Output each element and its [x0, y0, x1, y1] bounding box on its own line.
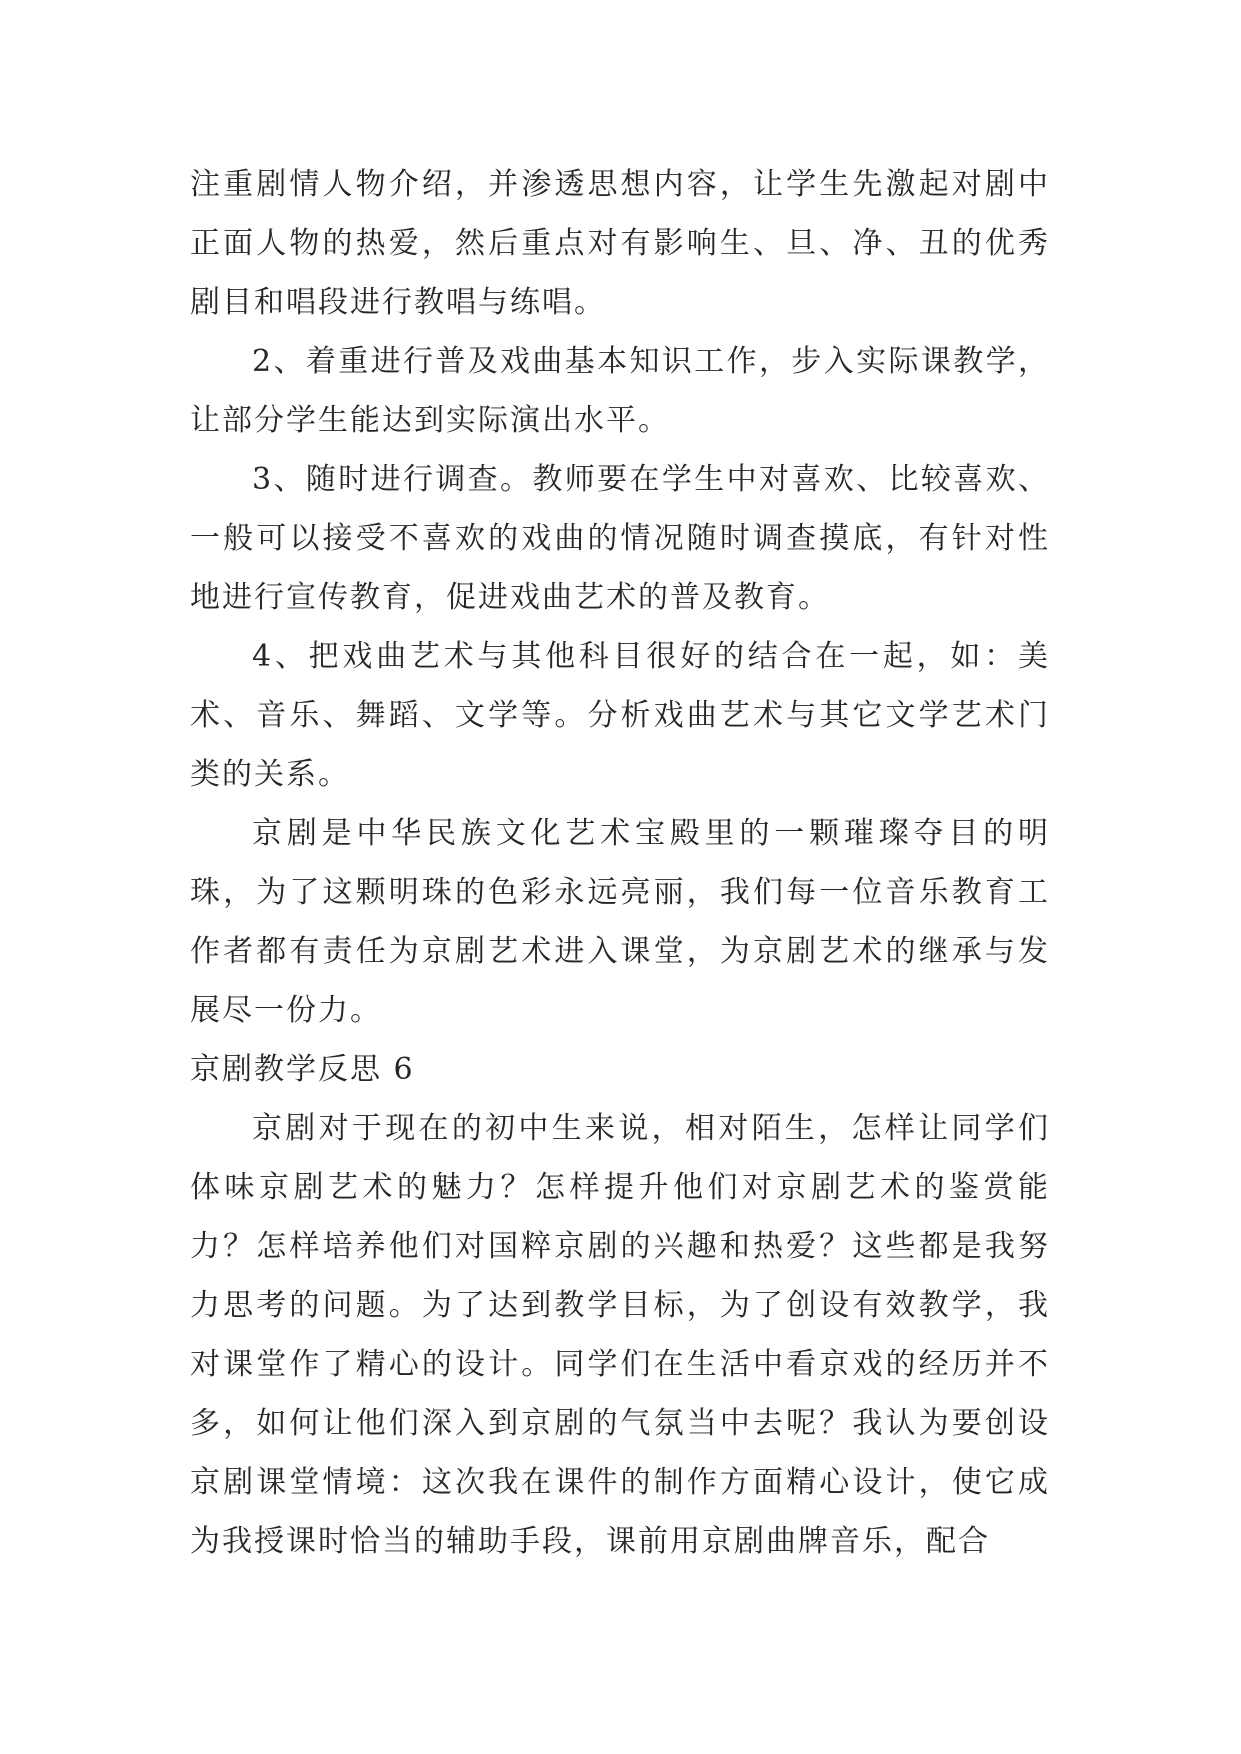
paragraph-item-2: 2、着重进行普及戏曲基本知识工作，步入实际课教学，让部分学生能达到实际演出水平。 [190, 344, 1050, 438]
paragraph-item-3: 3、随时进行调查。教师要在学生中对喜欢、比较喜欢、一般可以接受不喜欢的戏曲的情况随时调查摸底，有针对性地进行宣传教育，促进戏曲艺术的普及教育。 [190, 462, 1050, 615]
section-paragraph: 京剧对于现在的初中生来说，相对陌生，怎样让同学们体味京剧艺术的魅力？怎样提升他们对京剧艺术的鉴赏能力？怎样培养他们对国粹京剧的兴趣和热爱？这些都是我努力思考的问题。为了达到教学目标，为了创设有效教学，我对课堂作了精心的设计。同学们在生活中看京戏的经历并不多，如何让他们深入到京剧的气氛当中去呢？我认为要创设京剧课堂情境：这次我在课件的制作方面精心设计，使它成为我授课时恰当的辅助手段，课前用京剧曲牌音乐，配合 [190, 1111, 1050, 1559]
paragraph-conclusion: 京剧是中华民族文化艺术宝殿里的一颗璀璨夺目的明珠，为了这颗明珠的色彩永远亮丽，我们每一位音乐教育工作者都有责任为京剧艺术进入课堂，为京剧艺术的继承与发展尽一份力。 [190, 816, 1050, 1028]
section-title: 京剧教学反思 6 [190, 1052, 415, 1087]
paragraph-item-4: 4、把戏曲艺术与其他科目很好的结合在一起，如：美术、音乐、舞蹈、文学等。分析戏曲艺术与其它文学艺术门类的关系。 [190, 639, 1050, 792]
document-body [190, 155, 1050, 1571]
paragraph-continuation: 注重剧情人物介绍，并渗透思想内容，让学生先激起对剧中正面人物的热爱，然后重点对有影响生、旦、净、丑的优秀剧目和唱段进行教唱与练唱。 [190, 167, 1050, 320]
